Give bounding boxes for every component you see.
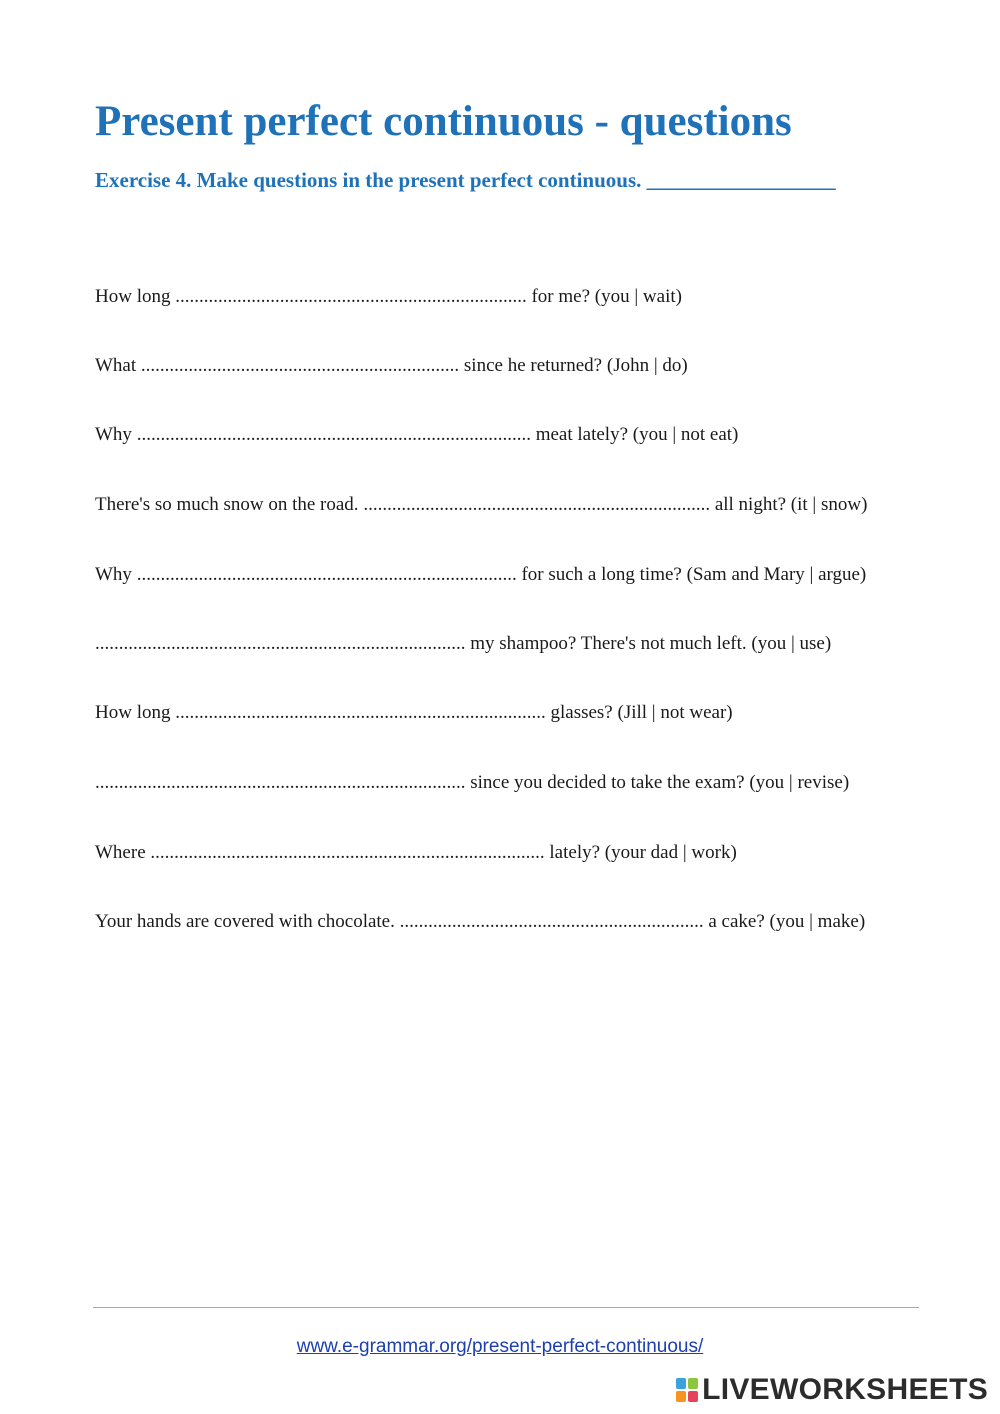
page-title: Present perfect continuous - questions — [95, 98, 792, 145]
question-4-blank[interactable]: ......................................................................... — [363, 494, 711, 515]
question-3 — [95, 423, 738, 447]
question-8 — [95, 771, 849, 795]
question-1-blank[interactable]: .......................................................................... — [175, 286, 527, 307]
question-7-blank[interactable]: .............................................................................. — [175, 702, 546, 723]
footer-divider — [93, 1307, 919, 1308]
logo-square-orange — [676, 1391, 686, 1402]
question-5-prefix: Why — [95, 564, 137, 585]
question-8-suffix: since you decided to take the exam? (you | revise) — [465, 772, 850, 793]
question-6 — [95, 632, 831, 656]
question-10-prefix: Your hands are covered with chocolate. — [95, 911, 400, 932]
question-10-suffix: a cake? (you | make) — [703, 911, 866, 932]
question-10-blank[interactable]: ................................................................ — [399, 911, 704, 932]
question-9 — [95, 841, 737, 865]
question-3-prefix: Why — [95, 424, 137, 445]
question-7 — [95, 701, 733, 725]
question-3-blank[interactable]: ................................................................................... — [136, 424, 531, 445]
question-1-prefix: How long — [95, 286, 176, 307]
brand-badge — [676, 1374, 988, 1406]
footer — [0, 1334, 1000, 1360]
question-2-prefix: What — [95, 355, 141, 376]
question-5-suffix: for such a long time? (Sam and Mary | argue) — [516, 564, 867, 585]
question-4 — [95, 493, 867, 517]
brand-name: LIVEWORKSHEETS — [702, 1373, 988, 1406]
question-6-blank[interactable]: .............................................................................. — [95, 633, 466, 654]
question-7-suffix: glasses? (Jill | not wear) — [545, 702, 733, 723]
question-10 — [95, 910, 865, 934]
question-5-blank[interactable]: ................................................................................ — [136, 564, 517, 585]
logo-square-blue — [676, 1378, 686, 1389]
question-6-suffix: my shampoo? There's not much left. (you | use) — [465, 633, 832, 654]
question-5 — [95, 563, 866, 587]
question-1 — [95, 285, 682, 309]
question-4-prefix: There's so much snow on the road. — [95, 494, 364, 515]
question-4-suffix: all night? (it | snow) — [710, 494, 868, 515]
exercise-instruction: Exercise 4. Make questions in the present perfect continuous. __________________ — [95, 168, 836, 192]
question-9-blank[interactable]: ................................................................................... — [150, 842, 545, 863]
question-2 — [95, 354, 688, 378]
question-9-suffix: lately? (your dad | work) — [544, 842, 737, 863]
question-8-blank[interactable]: .............................................................................. — [95, 772, 466, 793]
liveworksheets-logo-icon — [676, 1378, 698, 1402]
question-9-prefix: Where — [95, 842, 151, 863]
question-3-suffix: meat lately? (you | not eat) — [530, 424, 739, 445]
logo-square-red — [688, 1391, 698, 1402]
logo-square-green — [688, 1378, 698, 1389]
source-link[interactable]: www.e-grammar.org/present-perfect-continuous/ — [296, 1336, 704, 1357]
question-1-suffix: for me? (you | wait) — [526, 286, 682, 307]
question-2-suffix: since he returned? (John | do) — [459, 355, 688, 376]
question-2-blank[interactable]: ................................................................... — [140, 355, 460, 376]
question-7-prefix: How long — [95, 702, 176, 723]
